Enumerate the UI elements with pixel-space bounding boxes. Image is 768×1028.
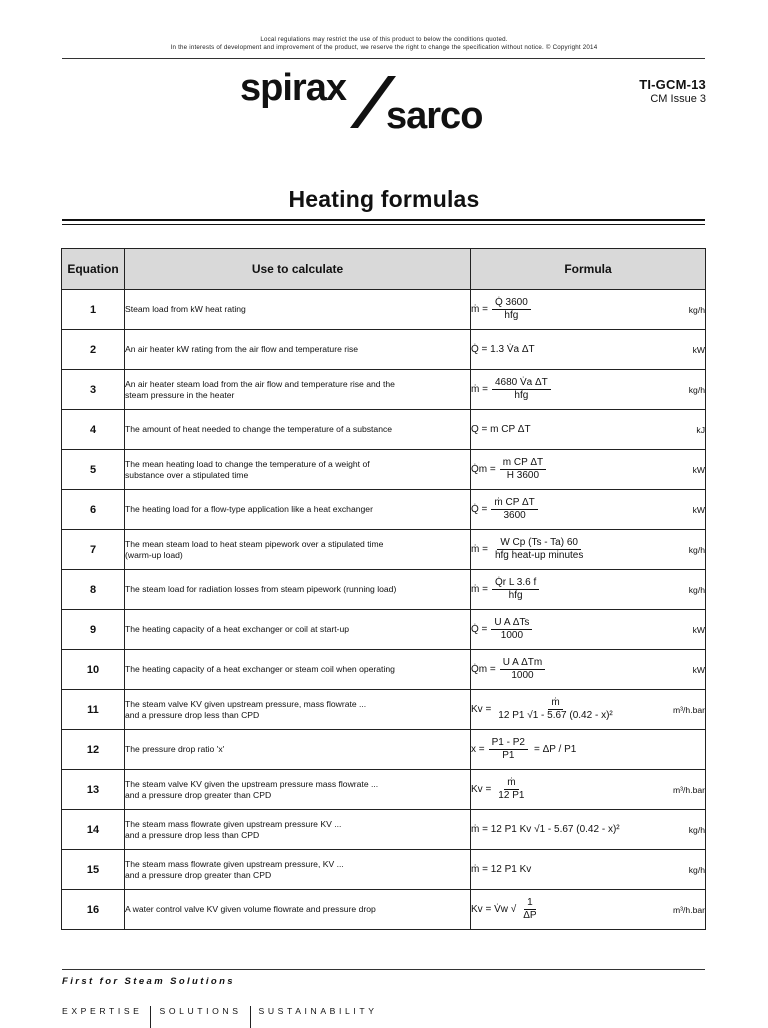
column-header-equation: Equation xyxy=(62,249,125,290)
page-title: Heating formulas xyxy=(288,186,480,212)
use-description xyxy=(125,370,471,410)
use-text: An air heater steam load from the air flow and temperature rise and the steam pressure in the heater xyxy=(125,378,395,400)
formula-expression xyxy=(471,424,531,435)
footer-pillars xyxy=(62,1000,378,1022)
disclaimer-line-1: Local regulations may restrict the use of this product to below the conditions quoted. xyxy=(260,36,508,43)
formula-numerator: ṁ xyxy=(504,777,518,790)
use-text: The steam mass flowrate given upstream pressure KV ... and a pressure drop less than CPD xyxy=(125,818,342,840)
table-row xyxy=(62,450,706,490)
use-text: Steam load from kW heat rating xyxy=(125,304,246,314)
formula-unit: m³/h.bar xyxy=(673,784,705,795)
pillar-divider xyxy=(150,1006,151,1028)
use-text: The heating capacity of a heat exchanger or coil at start-up xyxy=(125,624,350,634)
formula-fraction xyxy=(520,897,539,922)
formula-denominator: 3600 xyxy=(503,510,526,521)
use-description xyxy=(125,330,471,370)
formula-numerator: Q̇r L 3.6 f xyxy=(492,577,539,590)
equation-number: 7 xyxy=(62,530,125,570)
title-rule-thin xyxy=(62,224,705,225)
formula-cell xyxy=(471,530,706,570)
formula-expression xyxy=(471,457,546,482)
use-description xyxy=(125,690,471,730)
formula-cell xyxy=(471,490,706,530)
formula-numerator: 1 xyxy=(524,897,536,910)
use-text: The steam valve KV given the upstream pressure mass flowrate ... and a pressure drop greater than CPD xyxy=(125,778,379,800)
document-id xyxy=(639,77,706,105)
formula-expression xyxy=(471,497,538,522)
formula-cell xyxy=(471,610,706,650)
formula-unit: kW xyxy=(692,344,705,355)
table-row xyxy=(62,490,706,530)
formula-denominator: hfg xyxy=(504,310,519,321)
formula-lhs: Q = m CP ΔT xyxy=(471,424,531,435)
formula-numerator: ṁ CP ΔT xyxy=(491,497,537,510)
equation-number: 6 xyxy=(62,490,125,530)
formula-unit: m³/h.bar xyxy=(673,704,705,715)
table-row xyxy=(62,290,706,330)
table-header-row xyxy=(62,249,706,290)
pillar-expertise: EXPERTISE xyxy=(62,1006,143,1016)
use-text: The steam load for radiation losses from steam pipework (running load) xyxy=(125,584,397,594)
use-description xyxy=(125,730,471,770)
use-description xyxy=(125,890,471,930)
use-description xyxy=(125,570,471,610)
table-row xyxy=(62,570,706,610)
use-text: An air heater kW rating from the air flow and temperature rise xyxy=(125,344,359,354)
formula-lhs: Q̇ = xyxy=(471,504,488,516)
formula-lhs: Q̇ = 1.3 V̇a ΔT xyxy=(471,344,535,355)
use-text: The steam valve KV given upstream pressure, mass flowrate ... and a pressure drop less than CPD xyxy=(125,698,367,720)
use-description xyxy=(125,410,471,450)
formula-lhs: ṁ = xyxy=(471,544,488,556)
formula-unit: kg/h xyxy=(688,824,705,835)
formula-denominator: P1 xyxy=(502,750,515,761)
formula-numerator: U A ΔTm xyxy=(500,657,545,670)
formula-numerator: ṁ xyxy=(548,697,562,710)
formula-numerator: W Cp (Ts - Ta) 60 xyxy=(497,537,581,550)
formula-unit: kg/h xyxy=(688,584,705,595)
svg-text:spirax: spirax xyxy=(240,70,346,109)
formula-numerator: m CP ΔT xyxy=(500,457,546,470)
formula-lhs: ṁ = xyxy=(471,584,488,596)
table-row xyxy=(62,690,706,730)
equation-number: 12 xyxy=(62,730,125,770)
title-rule-thick xyxy=(62,219,705,221)
formula-rest: = ΔP / P1 xyxy=(533,744,577,756)
use-description xyxy=(125,650,471,690)
equation-number: 2 xyxy=(62,330,125,370)
use-description xyxy=(125,530,471,570)
table-row xyxy=(62,330,706,370)
formula-expression xyxy=(471,777,527,802)
formula-lhs: ṁ = 12 P1 Kv xyxy=(471,864,532,875)
formula-expression xyxy=(471,577,539,602)
formula-lhs: ṁ = 12 P1 Kv √1 - 5.67 (0.42 - x)² xyxy=(471,824,620,835)
formula-fraction xyxy=(491,617,532,642)
pillar-solutions: SOLUTIONS xyxy=(159,1006,242,1016)
formula-unit: kg/h xyxy=(688,384,705,395)
table-row xyxy=(62,650,706,690)
svg-text:sarco: sarco xyxy=(386,95,483,132)
formula-lhs: x = xyxy=(471,744,485,756)
formula-cell xyxy=(471,290,706,330)
equation-number: 3 xyxy=(62,370,125,410)
equation-number: 13 xyxy=(62,770,125,810)
use-description xyxy=(125,450,471,490)
disclaimer xyxy=(0,36,768,53)
formula-fraction xyxy=(500,657,545,682)
table-row xyxy=(62,730,706,770)
formula-cell xyxy=(471,850,706,890)
use-text: The mean heating load to change the temperature of a weight of substance over a stipulated time xyxy=(125,458,370,480)
formula-fraction xyxy=(492,577,539,602)
formula-lhs: ṁ = xyxy=(471,304,488,316)
column-header-use: Use to calculate xyxy=(125,249,471,290)
doc-issue: CM Issue 3 xyxy=(650,93,706,105)
formula-denominator: hfg xyxy=(508,590,523,601)
formula-cell xyxy=(471,650,706,690)
table-row xyxy=(62,370,706,410)
use-text: A water control valve KV given volume flowrate and pressure drop xyxy=(125,904,376,914)
formula-expression xyxy=(471,824,620,835)
use-description xyxy=(125,770,471,810)
formula-denominator: H 3600 xyxy=(506,470,540,481)
disclaimer-line-2: In the interests of development and improvement of the product, we reserve the right to change the specification without notice. © Copyright 2014 xyxy=(170,44,598,52)
use-text: The amount of heat needed to change the temperature of a substance xyxy=(125,424,393,434)
footer-tagline: First for Steam Solutions xyxy=(62,976,235,987)
equation-number: 8 xyxy=(62,570,125,610)
use-text: The heating load for a flow-type application like a heat exchanger xyxy=(125,504,373,514)
formula-lhs: Kv = V̇w √ xyxy=(471,904,517,916)
equation-number: 14 xyxy=(62,810,125,850)
formula-lhs: Kv = xyxy=(471,784,492,796)
header-rule xyxy=(62,58,705,59)
formula-unit: kJ xyxy=(696,424,705,435)
formula-lhs: Q̇m = xyxy=(471,464,496,476)
formula-cell xyxy=(471,370,706,410)
equation-number: 1 xyxy=(62,290,125,330)
use-description xyxy=(125,610,471,650)
formula-denominator: 1000 xyxy=(511,670,534,681)
formula-cell xyxy=(471,330,706,370)
formula-expression xyxy=(471,697,616,722)
formula-denominator: 12 P1 √1 - 5.67 (0.42 - x)² xyxy=(498,710,613,721)
formula-numerator: 4680 V̇a ΔT xyxy=(492,377,551,390)
equation-number: 9 xyxy=(62,610,125,650)
formula-expression xyxy=(471,657,545,682)
formula-unit: kg/h xyxy=(688,864,705,875)
formula-cell xyxy=(471,570,706,610)
formula-expression xyxy=(471,297,531,322)
use-description xyxy=(125,850,471,890)
formula-fraction xyxy=(492,537,586,562)
formula-fraction xyxy=(495,697,615,722)
formula-unit: m³/h.bar xyxy=(673,904,705,915)
equation-number: 11 xyxy=(62,690,125,730)
formula-table xyxy=(61,248,706,930)
table-row xyxy=(62,770,706,810)
formula-lhs: ṁ = xyxy=(471,384,488,396)
formula-unit: kW xyxy=(692,504,705,515)
formula-expression xyxy=(471,617,532,642)
formula-fraction xyxy=(492,297,531,322)
formula-numerator: U A ΔTs xyxy=(491,617,532,630)
formula-fraction xyxy=(489,737,528,762)
use-description xyxy=(125,290,471,330)
formula-unit: kW xyxy=(692,464,705,475)
formula-fraction xyxy=(492,377,551,402)
table-row xyxy=(62,810,706,850)
use-text: The heating capacity of a heat exchanger or steam coil when operating xyxy=(125,664,395,674)
formula-cell xyxy=(471,410,706,450)
formula-denominator: 1000 xyxy=(500,630,524,641)
formula-cell xyxy=(471,810,706,850)
formula-expression xyxy=(471,737,576,762)
formula-expression xyxy=(471,897,540,922)
equation-number: 5 xyxy=(62,450,125,490)
formula-lhs: Q̇ = xyxy=(471,624,488,636)
formula-unit: kg/h xyxy=(688,544,705,555)
use-text: The pressure drop ratio 'x' xyxy=(125,744,225,754)
use-description xyxy=(125,490,471,530)
formula-lhs: Kv = xyxy=(471,704,492,716)
table-row xyxy=(62,610,706,650)
equation-number: 16 xyxy=(62,890,125,930)
formula-lhs: Q̇m = xyxy=(471,664,496,676)
formula-cell xyxy=(471,730,706,770)
formula-expression xyxy=(471,377,551,402)
formula-denominator: ΔP xyxy=(523,910,537,921)
table-row xyxy=(62,410,706,450)
formula-unit: kW xyxy=(692,624,705,635)
formula-numerator: P1 - P2 xyxy=(489,737,528,750)
formula-fraction xyxy=(495,777,527,802)
formula-unit: kg/h xyxy=(688,304,705,315)
table-row xyxy=(62,890,706,930)
table-row xyxy=(62,530,706,570)
formula-unit: kW xyxy=(692,664,705,675)
pillar-divider xyxy=(250,1006,251,1028)
equation-number: 15 xyxy=(62,850,125,890)
equation-number: 4 xyxy=(62,410,125,450)
use-text: The mean steam load to heat steam pipework over a stipulated time (warm-up load) xyxy=(125,538,384,560)
column-header-formula: Formula xyxy=(471,249,706,290)
formula-cell xyxy=(471,770,706,810)
formula-cell xyxy=(471,450,706,490)
spirax-sarco-logo xyxy=(238,70,538,132)
formula-expression xyxy=(471,537,586,562)
formula-expression xyxy=(471,864,531,875)
equation-number: 10 xyxy=(62,650,125,690)
table-row xyxy=(62,850,706,890)
formula-fraction xyxy=(500,457,546,482)
formula-expression xyxy=(471,344,535,355)
use-text: The steam mass flowrate given upstream pressure, KV ... and a pressure drop greater than CPD xyxy=(125,858,344,880)
formula-denominator: hfg heat-up minutes xyxy=(494,550,584,561)
formula-cell xyxy=(471,890,706,930)
footer-rule xyxy=(62,969,705,970)
formula-denominator: hfg xyxy=(514,390,529,401)
doc-code: TI-GCM-13 xyxy=(639,77,706,92)
use-description xyxy=(125,810,471,850)
pillar-sustainability: SUSTAINABILITY xyxy=(258,1006,378,1016)
formula-fraction xyxy=(491,497,537,522)
formula-numerator: Q̇ 3600 xyxy=(492,297,531,310)
formula-denominator: 12 P1 xyxy=(498,790,525,801)
formula-cell xyxy=(471,690,706,730)
